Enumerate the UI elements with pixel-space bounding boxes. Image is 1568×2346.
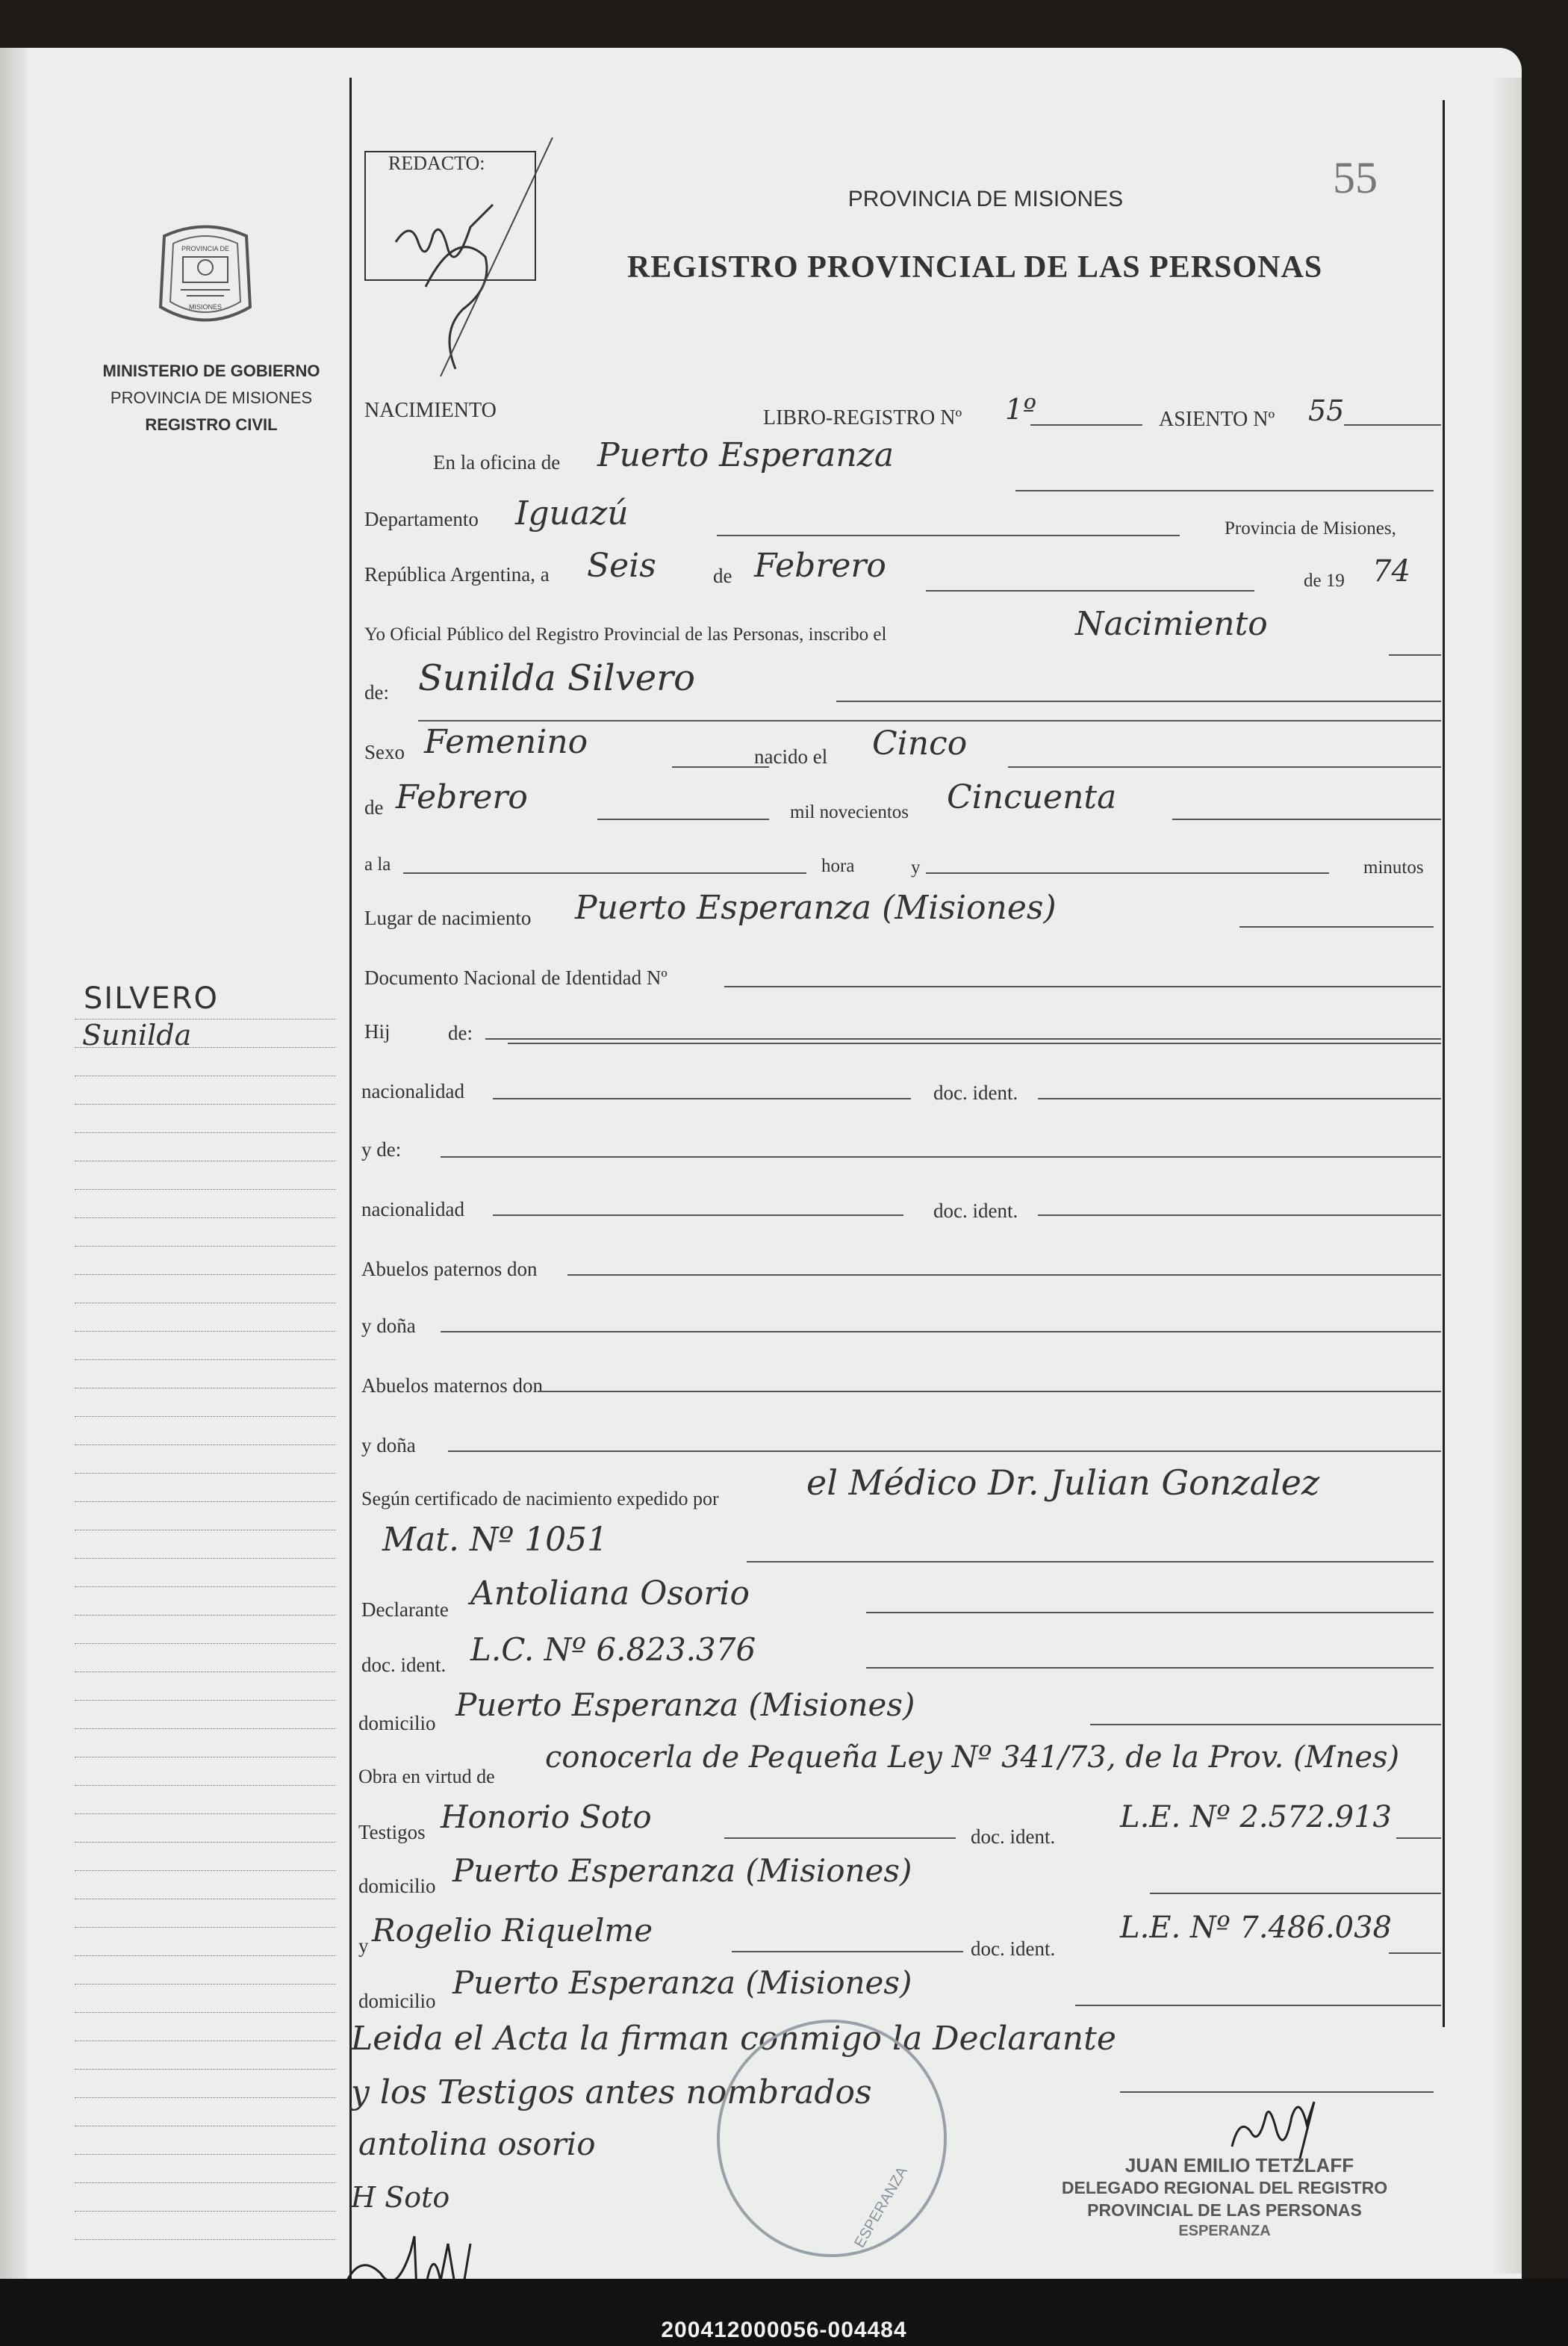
right-rule [1443, 100, 1445, 2027]
field-y2-label: y [358, 1934, 369, 1957]
field-lugar-value: Puerto Esperanza (Misiones) [575, 889, 1057, 927]
field-oficina-label: En la oficina de [433, 451, 561, 474]
stamp-line3: ESPERANZA [1178, 2223, 1271, 2239]
fill-line [866, 1612, 1434, 1613]
margin-rule [75, 2239, 336, 2240]
registry-heading: REGISTRO PROVINCIAL DE LAS PERSONAS [627, 250, 1323, 285]
fill-line [717, 535, 1180, 536]
field-anio-nac-value: Cincuenta [947, 778, 1117, 816]
field-dni-label: Documento Nacional de Identidad Nº [364, 966, 668, 989]
field-domicilio3-value: Puerto Esperanza (Misiones) [452, 1964, 912, 2001]
fill-line [567, 1274, 1441, 1276]
field-republica-label: República Argentina, a [364, 563, 550, 586]
stamp-name: JUAN EMILIO TETZLAFF [1124, 2154, 1354, 2176]
field-libro-value: 1º [1005, 393, 1037, 426]
fill-line [493, 1214, 903, 1216]
field-yo-oficial: Yo Oficial Público del Registro Provincial de las Personas, inscribo el [364, 624, 887, 645]
margin-rule [75, 1870, 336, 1871]
margin-rule [75, 2154, 336, 2155]
field-nacido-label: nacido el [754, 745, 828, 768]
field-domicilio1-label: domicilio [358, 1712, 436, 1734]
field-provincia-label: Provincia de Misiones, [1225, 518, 1396, 539]
field-firma1: antolina osorio [358, 2126, 596, 2162]
fill-line [538, 1391, 1441, 1392]
field-acto-value: Nacimiento [1075, 605, 1268, 643]
field-cierre2: y los Testigos antes nombrados [351, 2073, 872, 2111]
field-declarante-value: Antoliana Osorio [470, 1574, 750, 1613]
field-docid1-label: doc. ident. [933, 1082, 1018, 1104]
margin-rule [75, 1217, 336, 1218]
fill-line [448, 1450, 1441, 1452]
field-mes-value: Febrero [754, 547, 886, 585]
redacto-initials-icon [381, 137, 560, 391]
fill-line [441, 1156, 1441, 1158]
fill-line [724, 986, 1441, 987]
margin-rule [75, 1615, 336, 1616]
field-abmat-label: Abuelos maternos don [361, 1374, 543, 1397]
field-ala-label: a la [364, 854, 391, 875]
margin-rule [75, 1104, 336, 1105]
fill-line [508, 1043, 1441, 1044]
fill-line [672, 766, 769, 768]
stamp-line1: DELEGADO REGIONAL DEL REGISTRO [1061, 2178, 1388, 2197]
margin-rule [75, 1132, 336, 1133]
margin-rule [75, 2211, 336, 2212]
fill-line [1239, 926, 1434, 928]
field-firma2: H Soto [351, 2181, 450, 2214]
margin-rule [75, 1586, 336, 1587]
field-de-label: de [713, 565, 732, 587]
field-testigo1-value: Honorio Soto [441, 1799, 652, 1835]
margin-rule [75, 1728, 336, 1729]
fill-line [732, 1951, 963, 1952]
field-docid5-label: doc. ident. [971, 1937, 1056, 1960]
field-docid2-label: doc. ident. [933, 1200, 1018, 1222]
margin-rule [75, 1473, 336, 1474]
field-asiento-label: ASIENTO Nº [1159, 408, 1275, 431]
margin-rule [75, 1331, 336, 1332]
fill-line [724, 1837, 956, 1839]
fill-line [1038, 1098, 1441, 1099]
field-domicilio2-value: Puerto Esperanza (Misiones) [452, 1852, 912, 1889]
margin-rule [75, 1785, 336, 1786]
field-obra-label: Obra en virtud de [358, 1766, 495, 1787]
left-rule [349, 78, 352, 2281]
margin-rule [75, 1813, 336, 1814]
field-y-label: y [911, 857, 921, 878]
fill-line [866, 1667, 1434, 1669]
field-testigos-label: Testigos [358, 1821, 426, 1843]
margin-rule [75, 2012, 336, 2013]
field-dia-value: Seis [587, 547, 656, 585]
field-nac1-label: nacionalidad [361, 1080, 464, 1102]
margin-rule [75, 1416, 336, 1417]
fill-line [485, 1038, 1441, 1040]
margin-rule [75, 1274, 336, 1275]
field-docid4-label: doc. ident. [971, 1825, 1056, 1848]
folio-number: 55 [1333, 153, 1378, 202]
field-anio-label: de 19 [1304, 571, 1345, 591]
margin-rule [75, 1643, 336, 1644]
field-ydona1-label: y doña [361, 1315, 416, 1337]
field-lugar-label: Lugar de nacimiento [364, 907, 532, 929]
margin-rule [75, 1984, 336, 1985]
left-province-label: PROVINCIA DE MISIONES [110, 388, 313, 407]
fill-line [1389, 1952, 1441, 1954]
field-docid3-label: doc. ident. [361, 1654, 447, 1676]
seal-text: ESPERANZA [851, 2164, 911, 2251]
margin-rule [75, 1359, 336, 1360]
field-de4-label: de: [448, 1022, 473, 1044]
field-nacimiento: NACIMIENTO [364, 399, 497, 422]
field-domicilio3-label: domicilio [358, 1990, 436, 2012]
fill-line [1015, 490, 1434, 491]
field-de3-label: de [364, 796, 384, 819]
fill-line [1389, 654, 1441, 656]
margin-name: Sunilda [82, 1019, 192, 1052]
field-domicilio1-value: Puerto Esperanza (Misiones) [455, 1686, 915, 1723]
left-registry-label: REGISTRO CIVIL [145, 415, 278, 434]
field-anio-value: 74 [1372, 554, 1410, 589]
fill-line [1150, 1893, 1441, 1894]
fill-line [926, 872, 1329, 874]
field-minutos-label: minutos [1363, 857, 1424, 878]
field-depto-label: Departamento [364, 508, 479, 530]
field-declarante-label: Declarante [361, 1598, 449, 1621]
document-page [0, 48, 1522, 2288]
field-oficina-value: Puerto Esperanza [597, 436, 895, 474]
fill-line [1008, 766, 1441, 768]
field-testigo2-value: Rogelio Riquelme [372, 1912, 653, 1949]
margin-rule [75, 1842, 336, 1843]
fill-line [836, 701, 1441, 702]
page-right-edge [1492, 78, 1522, 2274]
fill-line [418, 720, 1441, 722]
field-nac2-label: nacionalidad [361, 1198, 464, 1220]
fill-line [1344, 424, 1441, 426]
field-libro-label: LIBRO-REGISTRO Nº [763, 406, 962, 429]
field-docid4-value: L.E. Nº 2.572.913 [1120, 1800, 1393, 1834]
fill-line [597, 819, 769, 820]
provincial-emblem-icon [149, 221, 261, 333]
field-domicilio2-label: domicilio [358, 1875, 436, 1897]
fill-line [747, 1561, 1434, 1563]
margin-rule [75, 1501, 336, 1502]
image-id: 200412000056-004484 [661, 2318, 907, 2342]
stamp-line2: PROVINCIAL DE LAS PERSONAS [1087, 2200, 1362, 2220]
margin-rule [75, 1189, 336, 1190]
margin-rule [75, 2097, 336, 2098]
field-nombre-value: Sunilda Silvero [418, 657, 695, 699]
field-hora-label: hora [821, 856, 855, 876]
page-left-edge [0, 48, 27, 2288]
field-sexo-value: Femenino [424, 723, 588, 761]
fill-line [441, 1331, 1441, 1332]
field-asiento-value: 55 [1308, 394, 1345, 427]
ministry-label: MINISTERIO DE GOBIERNO [102, 361, 320, 380]
margin-rule [75, 1927, 336, 1928]
field-mes-nac-value: Febrero [396, 778, 528, 816]
margin-rule [75, 1700, 336, 1701]
fill-line [1030, 424, 1142, 426]
official-seal [717, 2020, 947, 2257]
margin-surname: SILVERO [84, 981, 219, 1016]
margin-rule [75, 1558, 336, 1559]
field-de2-label: de: [364, 681, 389, 704]
field-docid3-value: L.C. Nº 6.823.376 [470, 1631, 756, 1668]
margin-rule [75, 2182, 336, 2183]
fill-line [1090, 1724, 1441, 1725]
emblem-top-text: PROVINCIA DE [181, 245, 230, 252]
margin-rule [75, 1246, 336, 1247]
field-segun-label: Según certificado de nacimiento expedido por [361, 1488, 719, 1509]
field-mat-value: Mat. Nº 1051 [382, 1521, 609, 1559]
field-mil-label: mil novecientos [790, 802, 909, 822]
field-segun-value: el Médico Dr. Julian Gonzalez [806, 1462, 1320, 1503]
fill-line [1396, 1837, 1441, 1839]
field-yde-label: y de: [361, 1138, 402, 1161]
fill-line [403, 872, 806, 874]
field-depto-value: Iguazú [515, 494, 629, 533]
fill-line [926, 590, 1254, 592]
field-obra-value: conocerla de Pequeña Ley Nº 341/73, de la Prov. (Mnes) [545, 1740, 1400, 1775]
fill-line [1075, 2005, 1441, 2006]
margin-rule [75, 1444, 336, 1445]
field-cierre1: Leida el Acta la firman conmigo la Declarante [351, 2020, 1116, 2058]
field-abpat-label: Abuelos paternos don [361, 1258, 538, 1280]
fill-line [1172, 819, 1441, 820]
margin-rule [75, 1955, 336, 1956]
field-sexo-label: Sexo [364, 741, 405, 763]
fill-line [493, 1098, 911, 1099]
province-heading: PROVINCIA DE MISIONES [847, 187, 1124, 211]
field-ydona2-label: y doña [361, 1434, 416, 1456]
margin-rule [75, 2069, 336, 2070]
field-nacido-value: Cinco [872, 724, 968, 763]
emblem-bottom-text: MISIONES [188, 303, 223, 311]
field-docid5-value: L.E. Nº 7.486.038 [1120, 1911, 1393, 1945]
field-hij-label: Hij [364, 1020, 391, 1043]
fill-line [1038, 1214, 1441, 1216]
redacto-label: REDACTO: [388, 152, 485, 174]
